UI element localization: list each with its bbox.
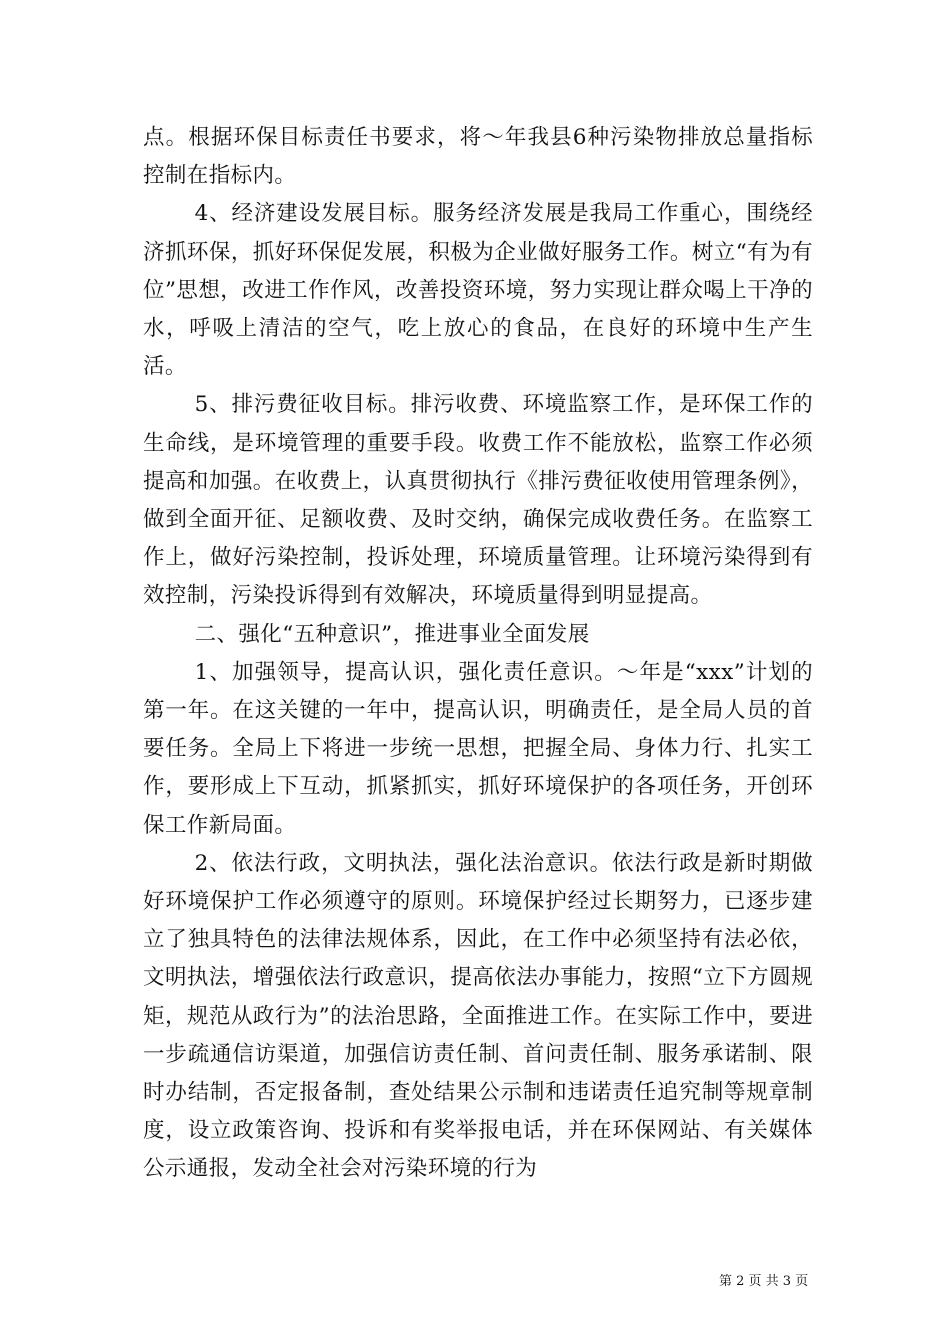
paragraph-fee-collection-goal: 5、排污费征收目标。排污收费、环境监察工作，是环保工作的生命线，是环境管理的重要手段。收费工作不能放松，监察工作必须提高和加强。在收费上，认真贯彻执行《排污费征收使用管理条例》，做到全面开征、足额收费、及时交纳，确保完成收费任务。在监察工作上，做好污染控制，投诉处理，环境质量管理。让环境污染得到有效控制，污染投诉得到有效解决，环境质量得到明显提高。 [143, 392, 813, 609]
paragraph-leadership: 1、加强领导，提高认识，强化责任意识。～年是“xxx”计划的第一年。在这关键的一年中，提高认识，明确责任，是全局人员的首要任务。全局上下将进一步统一思想，把握全局、身体力行、扎实工作，要形成上下互动，抓紧抓实，抓好环境保护的各项任务，开创环保工作新局面。 [143, 659, 813, 838]
page-number-footer: 第 2 页 共 3 页 [719, 1274, 809, 1289]
paragraph-continuation: 点。根据环保目标责任书要求，将～年我县6种污染物排放总量指标控制在指标内。 [143, 125, 813, 189]
paragraph-rule-of-law: 2、依法行政，文明执法，强化法治意识。依法行政是新时期做好环境保护工作必须遵守的原则。环境保护经过长期努力，已逐步建立了独具特色的法律法规体系，因此，在工作中必须坚持有法必依，文明执法，增强依法行政意识，提高依法办事能力，按照“立下方圆规矩，规范从政行为”的法治思路，全面推进工作。在实际工作中，要进一步疏通信访渠道，加强信访责任制、首问责任制、服务承诺制、限时办结制，否定报备制，查处结果公示制和违诺责任追究制等规章制度，设立政策咨询、投诉和有奖举报电话，并在环保网站、有关媒体公示通报，发动全社会对污染环境的行为 [143, 850, 813, 1182]
document-body [143, 119, 813, 1189]
section-heading: 二、强化“五种意识”，推进事业全面发展 [194, 621, 590, 647]
paragraph-economic-goal: 4、经济建设发展目标。服务经济发展是我局工作重心，围绕经济抓环保，抓好环保促发展，积极为企业做好服务工作。树立“有为有位”思想，改进工作作风，改善投资环境，努力实现让群众喝上干净的水，呼吸上清洁的空气，吃上放心的食品，在良好的环境中生产生活。 [143, 201, 813, 380]
